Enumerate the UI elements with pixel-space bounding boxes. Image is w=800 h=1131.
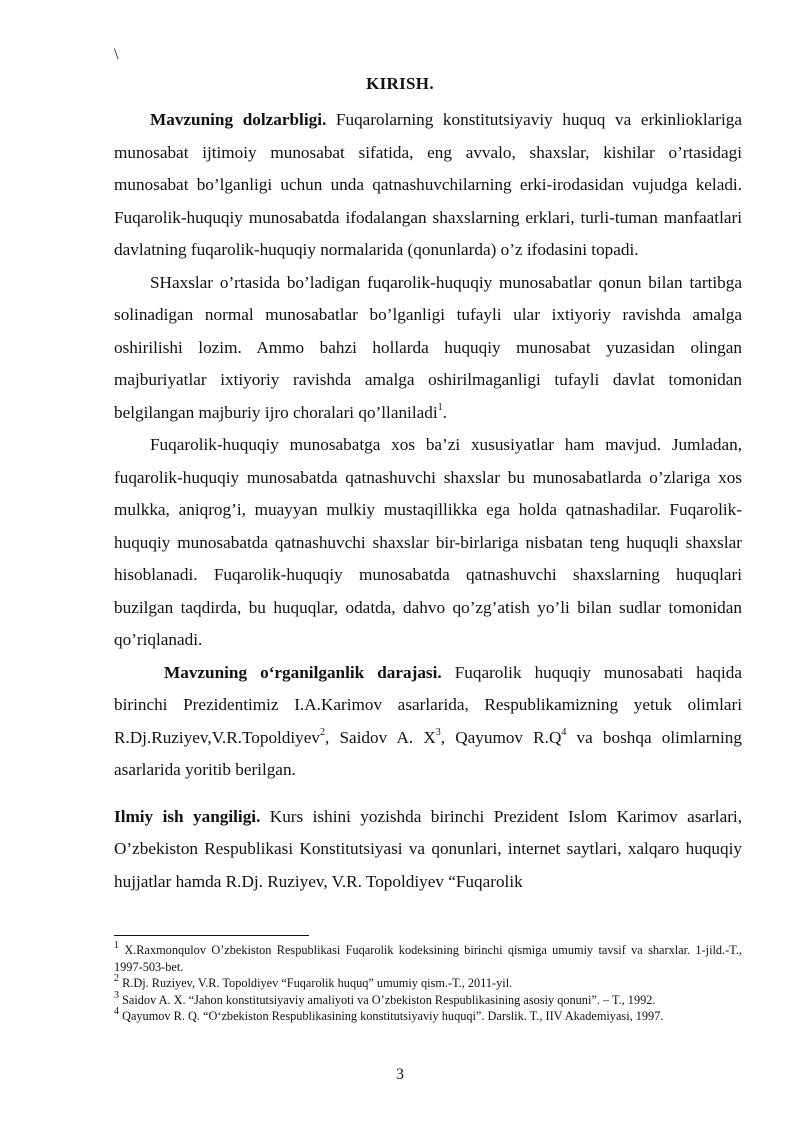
- paragraph-text: , Saidov A. X: [325, 727, 436, 747]
- paragraph-relations: [114, 267, 742, 430]
- footnote-number: 3: [114, 989, 119, 1001]
- paragraph-text: Fuqarolik huquqiy munosabati haqida birinchi Prezidentimiz I.A.Karimov asarlarida, Respublikamizning yetuk olimlari R.Dj.Ruziyev,V.R.Topoldiyev: [114, 662, 742, 747]
- footnote-ref: 3: [435, 726, 441, 738]
- heading-study-degree: Mavzuning o‘rganilganlik darajasi.: [164, 662, 442, 682]
- heading-novelty: Ilmiy ish yangiligi.: [114, 806, 261, 826]
- footnote-ref: 4: [561, 726, 567, 738]
- paragraph-features: [114, 429, 742, 657]
- footnotes: [114, 939, 742, 1025]
- footnote-4: [114, 1008, 742, 1025]
- paragraph-text: Fuqarolik-huquqiy munosabatga xos ba’zi xususiyatlar ham mavjud. Jumladan, fuqarolik-huquqiy munosabatda qatnashuvchi shaxslar bu munosabatlarda o’zlariga xos mulkka, aniqrog’i, muayyan mulkiy mustaqillikka ega holda qatnashadilar. Fuqarolik-huquqiy munosabatda qatnashuvchi shaxslar bir-birlariga nisbatan teng huquqli shaxslar hisoblanadi. Fuqarolik-huquqiy munosabatda qatnashuvchi shaxslarning huquqlari buzilgan taqdirda, bu huquqlar, odatda, dahvo qo’zg’atish yo’li bilan sudlar tomonidan qo’riqlanadi.: [114, 435, 742, 649]
- footnote-number: 1: [114, 939, 119, 951]
- body-text: [114, 104, 742, 898]
- page-title: KIRISH.: [366, 74, 434, 93]
- stray-mark: \: [114, 46, 119, 63]
- footnote-ref: 1: [437, 401, 443, 413]
- paragraph-novelty: [114, 801, 742, 899]
- footnote-text: Saidov A. X. “Jahon konstitutsiyaviy amaliyoti va O’zbekiston Respublikasining asosiy qonuni”. – T., 1992.: [119, 992, 656, 1007]
- paragraph-text: Kurs ishini yozishda birinchi Prezident Islom Karimov asarlari, O’zbekiston Respublikasi Konstitutsiyasi va qonunlari, internet saytlari, xalqaro huquqiy hujjatlar hamda R.Dj. Ruziyev, V.R. Topoldiyev “Fuqarolik: [114, 806, 742, 891]
- heading-relevance: Mavzuning dolzarbligi.: [150, 110, 327, 129]
- footnote-text: Qayumov R. Q. “O‘zbekiston Respublikasining konstitutsiyaviy huquqi”. Darslik. T., IIV Akademiyasi, 1997.: [119, 1009, 664, 1024]
- footnote-separator: [114, 935, 309, 936]
- paragraph-relevance: [114, 104, 742, 267]
- paragraph-text: SHaxslar o’rtasida bo’ladigan fuqarolik-huquqiy munosabatlar qonun bilan tartibga solinadigan normal munosabatlar bo’lganligi tufayli ular ixtiyoriy ravishda amalga oshirilishi lozim. Ammo bahzi hollarda huquqiy munosabat yuzasidan olingan majburiyatlar ixtiyoriy ravishda amalga oshirilmaganligi tufayli davlat tomonidan belgilangan majburiy ijro choralari qo’llaniladi: [114, 272, 742, 422]
- paragraph-text: va boshqa olimlarning asarlarida yoritib berilgan.: [114, 727, 742, 779]
- sentence-end: .: [442, 402, 447, 422]
- paragraph-text: Fuqarolarning konstitutsiyaviy huquq va erkinlioklariga munosabat ijtimoiy munosabat sifatida, eng avvalo, shaxslar, kishilar o’rtasidagi munosabat bo’lganligi uchun unda qatnashuvchilarning erki-irodasidan vujudga keladi. Fuqarolik-huquqiy munosabatda ifodalangan shaxslarning erklari, turli-tuman manfaatlari davlatning fuqarolik-huquqiy normalarida (qonunlarda) o’z ifodasini topadi.: [114, 110, 743, 259]
- footnote-3: [114, 989, 742, 1009]
- footnote-text: X.Raxmonqulov O’zbekiston Respublikasi Fuqarolik kodeksining birinchi qismiga umumiy tavsif va sharxlar. 1-jild.-T., 1997-503-bet.: [114, 943, 742, 974]
- paragraph-text: , Qayumov R.Q: [440, 727, 562, 747]
- footnote-number: 4: [114, 1006, 119, 1018]
- footnote-text: R.Dj. Ruziyev, V.R. Topoldiyev “Fuqarolik huquq” umumiy qism.-T., 2011-yil.: [119, 976, 513, 991]
- footnote-number: 2: [114, 973, 119, 985]
- footnote-ref: 2: [320, 726, 325, 738]
- page-number: 3: [396, 1066, 404, 1083]
- footnote-1: [114, 939, 742, 975]
- footnote-2: [114, 975, 742, 992]
- paragraph-study-degree: [114, 657, 742, 787]
